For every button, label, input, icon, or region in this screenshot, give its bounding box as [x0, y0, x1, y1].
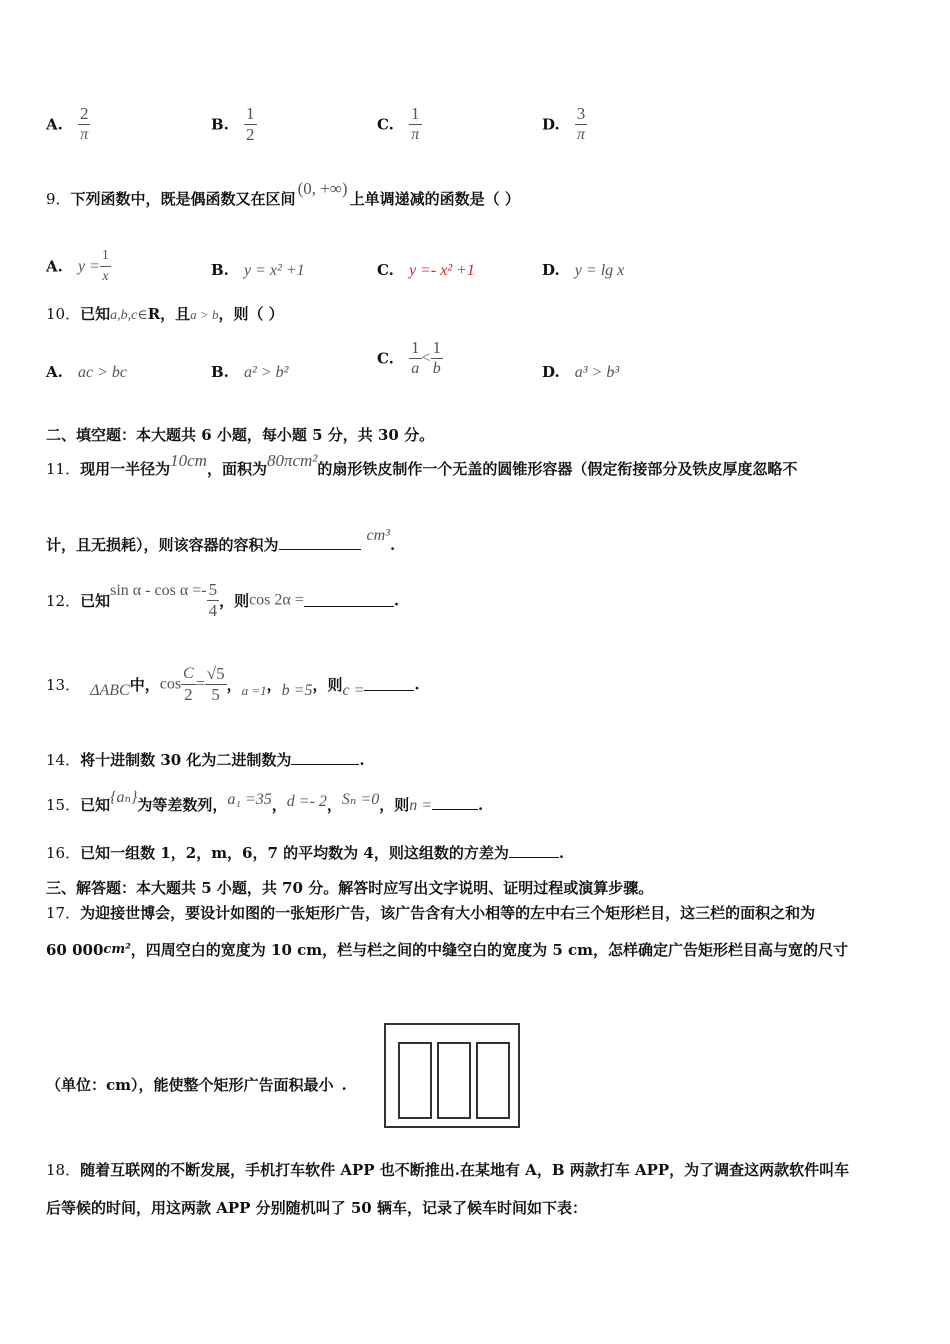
question-text: 随着互联网的不断发展，手机打车软件 APP 也不断推出.在某地有 A，B 两款打车 APP，为了调查这两款软件叫车 — [80, 1161, 850, 1179]
question-15 — [46, 789, 484, 815]
question-11 — [46, 451, 798, 479]
question-number: 17． — [46, 904, 81, 922]
math: a,b,c∈ — [110, 308, 148, 323]
math: a³ > b³ — [574, 364, 620, 381]
period: . — [414, 675, 420, 694]
question-text: ，四周空白的宽度为 10 cm，栏与栏之间的中缝空白的宽度为 5 cm，怎样确定广告矩形栏目高与宽的尺寸 — [130, 941, 849, 959]
question-text: 已知 — [80, 796, 111, 814]
option-letter: D. — [542, 363, 560, 381]
fraction: $\frac{1}{b}$ — [432, 338, 442, 377]
math: cm² — [103, 942, 131, 957]
answer-blank[interactable] — [304, 594, 394, 607]
math: d =- 2 — [286, 793, 327, 810]
question-11-line2 — [46, 527, 396, 555]
question-17 — [46, 902, 815, 923]
q9-option-d — [542, 260, 624, 280]
question-text: 60 000 — [46, 941, 104, 959]
math: {aₙ} — [110, 789, 138, 806]
period: . — [359, 751, 365, 769]
question-text: ，则 — [379, 796, 410, 814]
math: y = — [77, 257, 100, 275]
q8-option-b — [211, 104, 257, 145]
question-text: ，则 — [219, 592, 250, 610]
question-text: 上单调递减的函数是（ ） — [349, 190, 520, 208]
question-text: 为迎接世博会，要设计如图的一张矩形广告，该广告含有大小相等的左中右三个矩形栏目，这三栏的面积之和为 — [80, 904, 816, 922]
math: a > b — [190, 307, 219, 322]
q10-option-c — [377, 338, 443, 379]
section-heading: 三、解答题：本大题共 5 小题，共 70 分。解答时应写出文字说明、证明过程或演算步骤。 — [46, 879, 654, 897]
option-letter: D. — [542, 115, 560, 134]
fraction: $\frac{1}{2}$ — [246, 104, 255, 144]
question-text: 计，且无损耗），则该容器的容积为 — [46, 536, 279, 554]
math: b =5 — [281, 681, 313, 699]
question-17-line3 — [46, 1074, 347, 1095]
section-heading: 二、填空题：本大题共 6 小题，每小题 5 分，共 30 分。 — [46, 426, 435, 444]
question-9 — [46, 179, 520, 209]
fraction: $\frac{1}{a}$ — [411, 338, 420, 377]
question-text: 为等差数列， — [137, 796, 228, 814]
q10-option-a — [46, 362, 127, 382]
question-18-line2 — [46, 1197, 587, 1218]
question-text: ，且 — [160, 305, 191, 323]
math: sin α - cos α =- — [110, 581, 207, 599]
math: y = x² +1 — [244, 262, 305, 279]
math: 80πcm² — [266, 451, 318, 470]
ad-layout-figure — [384, 1023, 520, 1128]
q8-option-d — [542, 104, 587, 145]
math: y =- x² +1 — [409, 262, 475, 279]
q8-option-c — [377, 104, 422, 145]
question-number: 12． — [46, 592, 81, 610]
answer-blank[interactable] — [432, 797, 478, 810]
separator: ， — [326, 796, 342, 814]
question-text: 已知一组数 1，2，m，6，7 的平均数为 4，则这组数的方差为 — [80, 844, 509, 862]
question-10 — [46, 303, 284, 324]
math: n = — [409, 797, 433, 814]
question-text: ，则 — [312, 676, 343, 694]
question-number: 14． — [46, 751, 81, 769]
question-14 — [46, 749, 365, 770]
option-letter: C. — [377, 349, 394, 368]
question-text: 将十进制数 30 化为二进制数为 — [80, 751, 292, 769]
math: cos 2α = — [249, 591, 304, 609]
question-text: 现用一半径为 — [80, 460, 171, 478]
period: . — [478, 796, 484, 814]
q9-option-b — [211, 260, 305, 280]
period: . — [389, 536, 396, 554]
fraction: $\frac{3}{\pi}$ — [576, 104, 586, 143]
ad-column-middle — [437, 1042, 471, 1119]
math: ac > bc — [77, 364, 127, 381]
q9-option-a — [46, 246, 111, 287]
question-17-line2 — [46, 939, 848, 960]
question-text: ，则（ ） — [218, 305, 284, 323]
math: Sₙ =0 — [341, 791, 380, 808]
answer-blank[interactable] — [291, 752, 359, 765]
question-text: 已知 — [80, 592, 111, 610]
fraction: $\frac{C}{2}$ — [183, 665, 194, 704]
period: . — [341, 1076, 347, 1094]
question-text: 已知 — [80, 305, 111, 323]
separator: ， — [271, 796, 287, 814]
question-text: （单位：cm），能使整个矩形广告面积最小 — [46, 1076, 334, 1094]
fraction: $\frac{1}{\pi}$ — [411, 104, 420, 143]
q8-option-a — [46, 104, 90, 145]
math: a₁ =35 — [227, 791, 272, 808]
question-number: 11． — [46, 460, 81, 478]
question-text: 下列函数中，既是偶函数又在区间 — [70, 190, 296, 208]
option-letter: A. — [46, 257, 63, 276]
fraction: $\frac{5}{4}$ — [208, 580, 218, 620]
option-letter: B. — [211, 261, 229, 279]
answer-blank[interactable] — [509, 845, 559, 858]
period: . — [393, 591, 400, 610]
option-letter: A. — [46, 363, 63, 381]
math: c = — [342, 681, 365, 699]
math: y = lg x — [574, 262, 625, 279]
separator: ， — [266, 676, 282, 694]
question-text: 的扇形铁皮制作一个无盖的圆锥形容器（假定衔接部分及铁皮厚度忽略不 — [317, 460, 798, 478]
math: R — [147, 305, 161, 323]
math: = — [195, 675, 205, 693]
option-letter: A. — [46, 115, 63, 134]
q9-option-c — [377, 260, 475, 280]
question-text: 中， — [129, 676, 160, 694]
question-number: 15． — [46, 796, 81, 814]
answer-blank[interactable] — [279, 537, 361, 550]
interval: (0, +∞) — [297, 179, 348, 198]
option-letter: B. — [211, 363, 229, 381]
question-number: 13． — [46, 676, 81, 694]
answer-blank[interactable] — [364, 678, 414, 691]
fraction: $\frac{√5}{5}$ — [206, 664, 225, 704]
option-letter: D. — [542, 261, 560, 279]
math: cos — [159, 675, 182, 693]
question-16 — [46, 842, 564, 863]
fraction: $\frac{2}{\pi}$ — [79, 104, 89, 143]
math: < — [421, 349, 431, 367]
option-letter: C. — [377, 261, 394, 279]
math: a =1 — [241, 682, 267, 698]
question-text: ，面积为 — [206, 460, 267, 478]
math: ΔABC — [90, 681, 130, 699]
question-number: 18． — [46, 1161, 81, 1179]
ad-column-right — [476, 1042, 510, 1119]
question-13 — [46, 664, 420, 705]
ad-column-left — [398, 1042, 432, 1119]
question-number: 10． — [46, 305, 81, 323]
separator: ， — [226, 676, 242, 694]
question-text: 后等候的时间，用这两款 APP 分别随机叫了 50 辆车，记录了候车时间如下表： — [46, 1199, 587, 1217]
q10-option-d — [542, 362, 619, 382]
option-letter: C. — [377, 115, 394, 134]
q10-option-b — [211, 362, 288, 382]
period: . — [558, 844, 565, 862]
math: 10cm — [170, 451, 207, 470]
question-number: 9． — [46, 190, 71, 208]
fraction: $\frac{1}{x}$ — [101, 248, 109, 284]
math: cm³ — [366, 527, 390, 544]
question-18 — [46, 1159, 849, 1180]
math: a² > b² — [244, 364, 289, 381]
question-number: 16． — [46, 844, 81, 862]
option-letter: B. — [211, 115, 229, 134]
question-12 — [46, 580, 399, 621]
